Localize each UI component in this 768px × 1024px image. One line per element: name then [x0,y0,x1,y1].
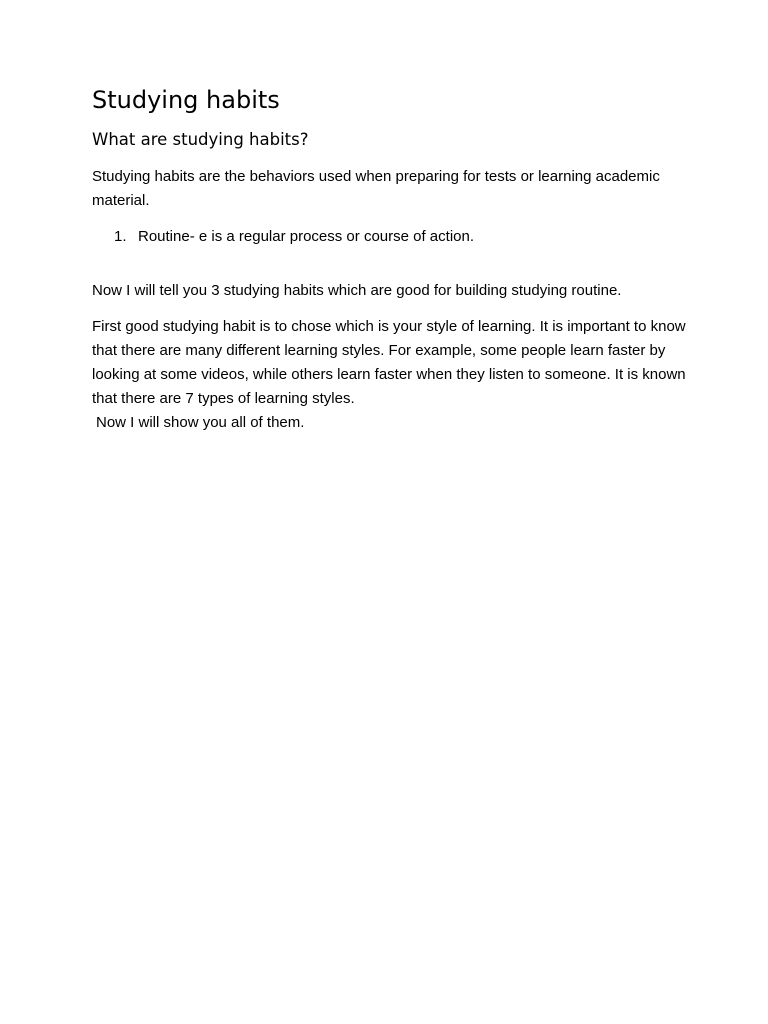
document-title: Studying habits [92,86,280,114]
list-item-text: Routine- e is a regular process or course of action. [138,228,474,245]
section-heading: What are studying habits? [92,130,309,149]
first-habit-paragraph: First good studying habit is to chose which is your style of learning. It is important to know that there are many different learning styles. For example, some people learn faster by looking at some videos, while others learn faster when they listen to someone. It is known that there are 7 types of learning styles. [92,318,686,407]
numbered-list [92,225,692,249]
closing-paragraph: Now I will show you all of them. [96,414,305,431]
definition-paragraph: Studying habits are the behaviors used when preparing for tests or learning academic material. [92,168,660,209]
list-item-number: 1. [114,228,127,245]
list-item [92,225,692,249]
document-content [92,84,692,435]
intro-paragraph: Now I will tell you 3 studying habits which are good for building studying routine. [92,282,622,299]
